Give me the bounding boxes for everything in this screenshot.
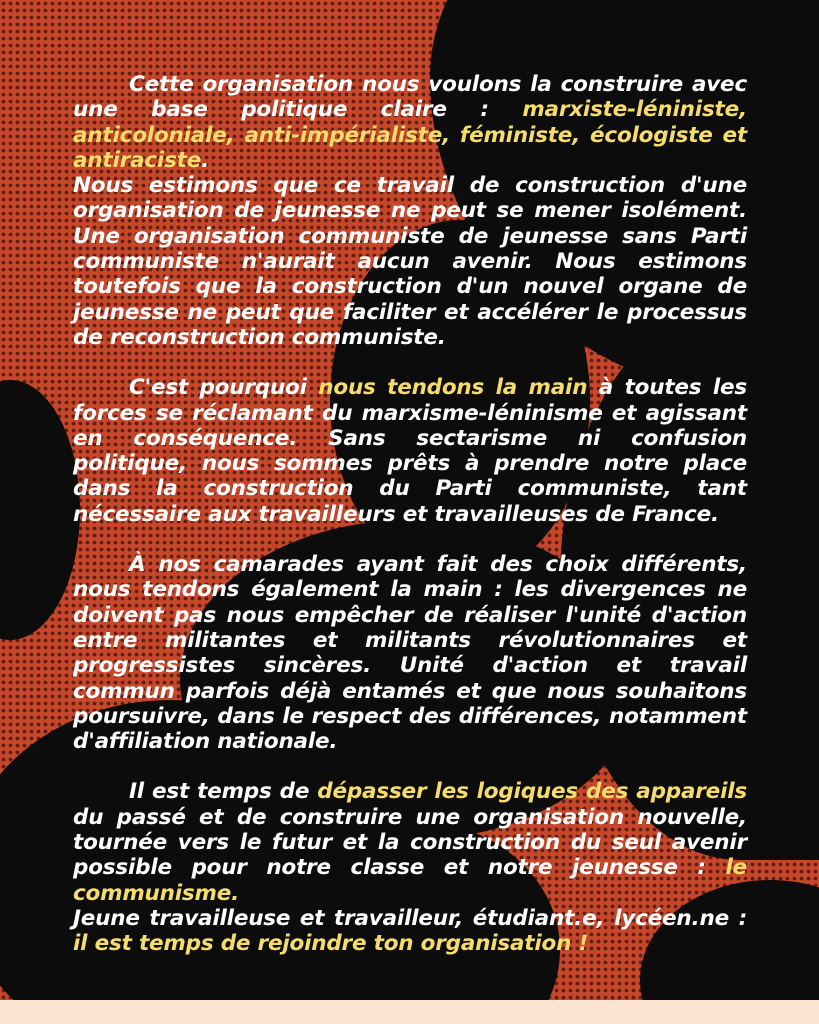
footer-band	[0, 1000, 819, 1024]
ink-splatter-left-edge	[0, 380, 80, 640]
text-segment: du passé et de construire une organisation nouvelle, tournée vers le futur et la construction du seul avenir possible pour notre classe et notre jeunesse :	[73, 804, 747, 881]
text-segment: Cette organisation nous voulons la construire avec une base politique claire :	[73, 72, 747, 123]
paragraph-il-est-temps	[73, 779, 747, 905]
text-segment: à toutes les forces se réclamant du marxisme-léninisme et agissant en conséquence. Sans sectarisme ni confusion politique, nous sommes prêts à prendre notre place dans la construction du Parti communiste, tant nécessaire aux travailleurs et travailleuses de France.	[73, 375, 748, 527]
text-segment: Nous estimons que ce travail de construction d'une organisation de jeunesse ne peut se mener isolément. Une organisation communiste de jeunesse sans Parti communiste n'aurait aucun avenir. Nous estimons toutefois que la construction d'un nouvel organe de jeunesse ne peut que faciliter et accélérer le processus de reconstruction communiste.	[73, 173, 747, 350]
highlight-depasser: dépasser les logiques des appareils	[317, 779, 747, 805]
paragraph-base-politique	[73, 72, 747, 173]
text-segment: À nos camarades ayant fait des choix différents, nous tendons également la main : les divergences ne doivent pas nous empêcher de réaliser l'unité d'action entre militantes et militants révolutionnaires et progressistes sincères. Unité d'action et travail commun parfois déjà entamés et que nous souhaitons poursuivre, dans le respect des différences, notamment d'affiliation nationale.	[73, 552, 747, 755]
text-segment: .	[201, 147, 210, 173]
text-segment: Il est temps de	[129, 779, 318, 805]
highlight-tendons-la-main: nous tendons la main	[318, 375, 588, 401]
paragraph-camarades	[73, 552, 747, 754]
highlight-rejoindre: il est temps de rejoindre ton organisation !	[73, 931, 589, 957]
highlight-ideology: marxiste-léniniste, anticoloniale, anti-impérialiste, féministe, écologiste et antiraciste	[73, 97, 747, 173]
text-segment: Jeune travailleuse et travailleur, étudiant.e, lycéen.ne :	[73, 905, 747, 931]
paragraph-tendons-la-main	[73, 375, 747, 527]
paragraph-construction	[73, 173, 747, 350]
text-segment: C'est pourquoi	[129, 375, 319, 401]
paragraph-appel	[73, 906, 747, 957]
manifesto-text	[73, 72, 747, 957]
highlight-communisme: le communisme.	[73, 855, 747, 906]
